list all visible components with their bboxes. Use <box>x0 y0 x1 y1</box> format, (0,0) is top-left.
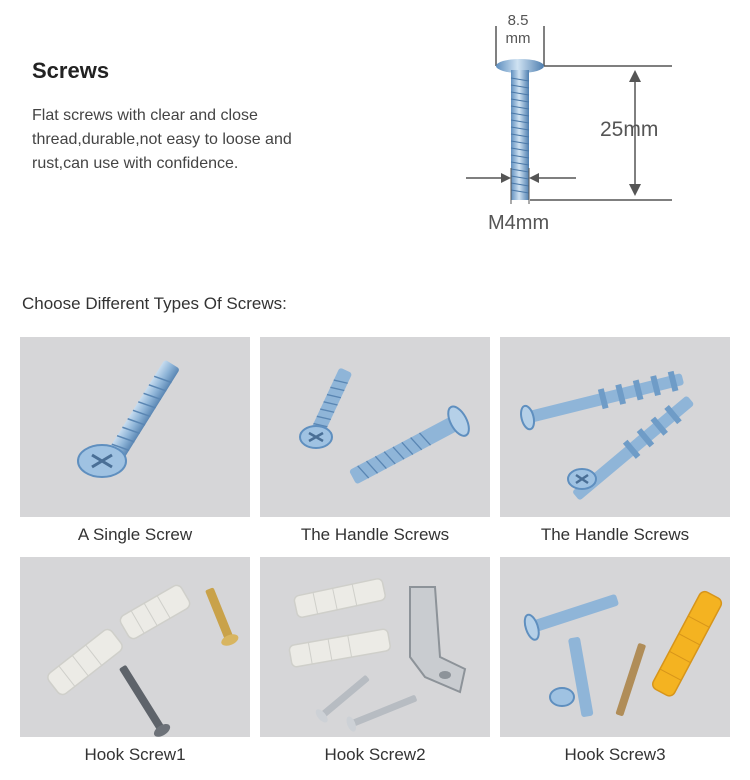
length-label: 25mm <box>600 118 659 141</box>
product-photo <box>20 557 250 737</box>
product-description: Flat screws with clear and close thread,durable,not easy to loose and rust,can use with confidence. <box>32 107 292 172</box>
product-card-handle-screws-1[interactable] <box>260 337 490 545</box>
product-card-hook-screw1[interactable] <box>20 557 250 765</box>
product-caption: Hook Screw1 <box>84 745 186 764</box>
screw-dimension-illustration <box>460 8 700 243</box>
product-caption: The Handle Screws <box>300 525 450 544</box>
product-caption: Hook Screw2 <box>324 745 426 764</box>
product-card-handle-screws-2[interactable] <box>500 337 730 545</box>
product-caption: Hook Screw3 <box>564 745 666 764</box>
product-caption: A Single Screw <box>77 525 193 544</box>
product-photo <box>500 337 730 517</box>
product-card-hook-screw3[interactable] <box>500 557 730 765</box>
product-card-hook-screw2[interactable] <box>260 557 490 765</box>
product-photo <box>500 557 730 737</box>
types-heading: Choose Different Types Of Screws: <box>22 294 287 313</box>
product-card-single-screw[interactable] <box>20 337 250 545</box>
dimension-diagram <box>460 8 700 243</box>
section-title: Screws <box>32 58 110 83</box>
thread-label: M4mm <box>488 212 550 234</box>
product-photo <box>260 557 490 737</box>
product-photo <box>20 337 250 517</box>
product-photo <box>260 337 490 517</box>
head-diameter-label: 8.5 mm <box>505 12 531 47</box>
product-caption: The Handle Screws <box>540 525 690 544</box>
